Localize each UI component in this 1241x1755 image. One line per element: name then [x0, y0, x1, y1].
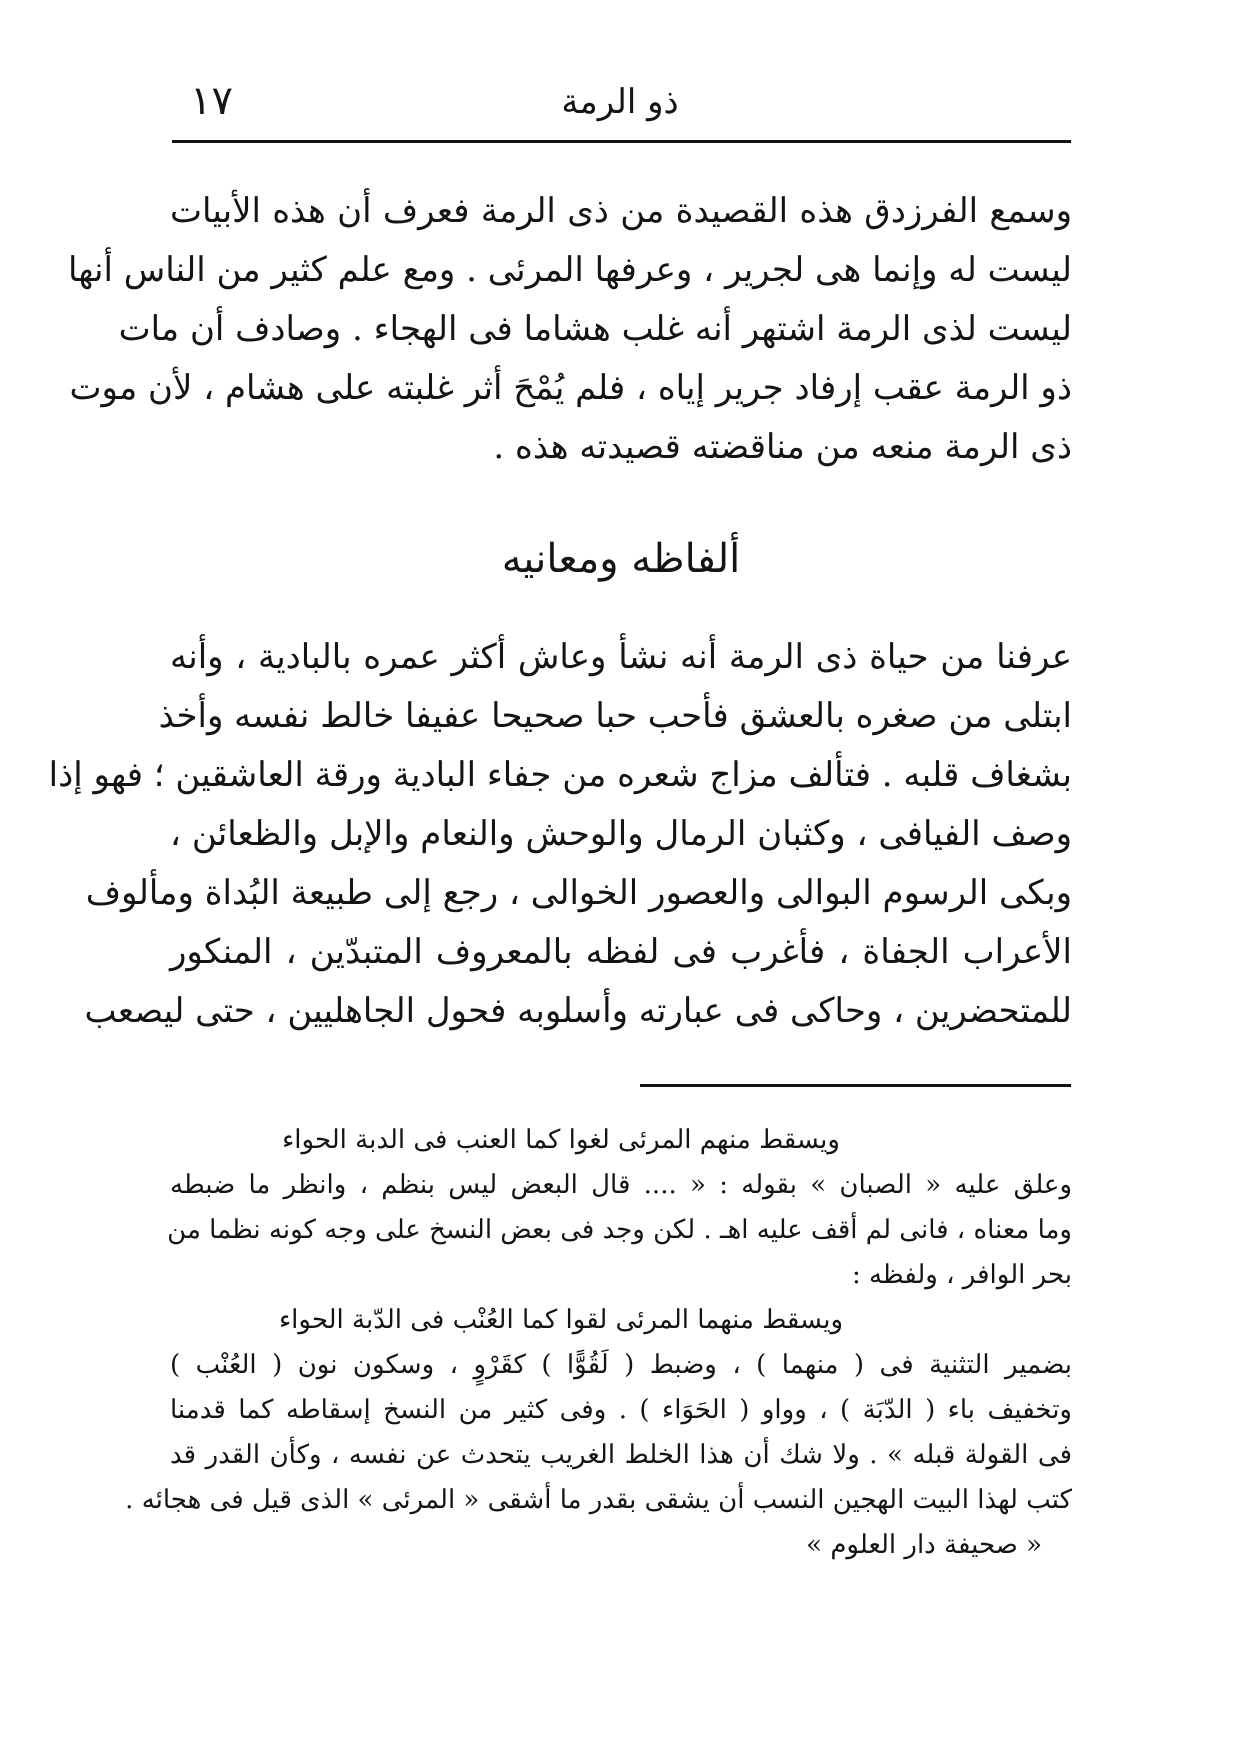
footnote-source: « صحيفة دار العلوم »	[806, 1530, 1042, 1560]
page-number: ١٧	[190, 78, 233, 124]
paragraph-1-line: ذى الرمة منعه من مناقضته قصيدته هذه .	[493, 427, 1072, 467]
footnote-line: بضمير التثنية فى ( منهما ) ، وضبط ( لَقُوًّا ) كقَرْوٍ ، وسكون نون ( العُنْب )	[170, 1350, 1072, 1380]
paragraph-2-line: الأعراب الجفاة ، فأغرب فى لفظه بالمعروف المتبدّين ، المنكور	[170, 932, 1072, 972]
paragraph-2-line: ابتلى من صغره بالعشق فأحب حبا صحيحا عفيفا خالط نفسه وأخذ	[158, 696, 1072, 736]
footnote-line: وعلق عليه « الصبان » بقوله : « .... قال البعض ليس بنظم ، وانظر ما ضبطه	[170, 1170, 1072, 1200]
header-rule	[172, 140, 1071, 143]
paragraph-2-line: للمتحضرين ، وحاكى فى عبارته وأسلوبه فحول الجاهليين ، حتى ليصعب	[84, 991, 1072, 1031]
paragraph-2-line: وبكى الرسوم البوالى والعصور الخوالى ، رجع إلى طبيعة البُداة ومألوف	[85, 873, 1072, 913]
footnote-line: وتخفيف باء ( الدّبَة ) ، وواو ( الحَوَاء ) . وفى كثير من النسخ إسقاطه كما قدمنا	[170, 1395, 1072, 1425]
paragraph-1-line: ذو الرمة عقب إرفاد جرير إياه ، فلم يُمْحَ أثر غلبته على هشام ، لأن موت	[69, 368, 1072, 408]
paragraph-1-line: وسمع الفرزدق هذه القصيدة من ذى الرمة فعرف أن هذه الأبيات	[170, 191, 1072, 231]
footnote-rule	[640, 1084, 1071, 1087]
paragraph-2	[48, 628, 1072, 1041]
footnote-verse: ويسقط منهما المرئى لقوا كما العُنْب فى الدّبة الحواء	[278, 1305, 844, 1335]
footnote	[125, 1118, 1072, 1568]
paragraph-1	[67, 182, 1072, 477]
paragraph-2-line: بشغاف قلبه . فتألف مزاج شعره من جفاء البادية ورقة العاشقين ؛ فهو إذا	[48, 755, 1072, 795]
paragraph-2-line: عرفنا من حياة ذى الرمة أنه نشأ وعاش أكثر عمره بالبادية ، وأنه	[170, 637, 1072, 677]
footnote-line: كتب لهذا البيت الهجين النسب أن يشقى بقدر ما أشقى « المرئى » الذى قيل فى هجائه .	[125, 1485, 1072, 1515]
footnote-line: وما معناه ، فانى لم أقف عليه اهـ . لكن وجد فى بعض النسخ على وجه كونه نظما من	[167, 1215, 1072, 1245]
section-heading: ألفاظه ومعانيه	[501, 536, 741, 582]
paragraph-2-line: وصف الفيافى ، وكثبان الرمال والوحش والنعام والإبل والظعائن ،	[170, 814, 1072, 854]
footnote-line: فى القولة قبله » . ولا شك أن هذا الخلط الغريب يتحدث عن نفسه ، وكأن القدر قد	[170, 1440, 1072, 1470]
footnote-line: بحر الوافر ، ولفظه :	[851, 1260, 1072, 1290]
paragraph-1-line: ليست لذى الرمة اشتهر أنه غلب هشاما فى الهجاء . وصادف أن مات	[118, 309, 1072, 349]
paragraph-1-line: ليست له وإنما هى لجرير ، وعرفها المرئى . ومع علم كثير من الناس أنها	[67, 250, 1072, 290]
running-title: ذو الرمة	[561, 82, 679, 122]
footnote-verse: ويسقط منهم المرئى لغوا كما العنب فى الدبة الحواء	[282, 1125, 840, 1155]
